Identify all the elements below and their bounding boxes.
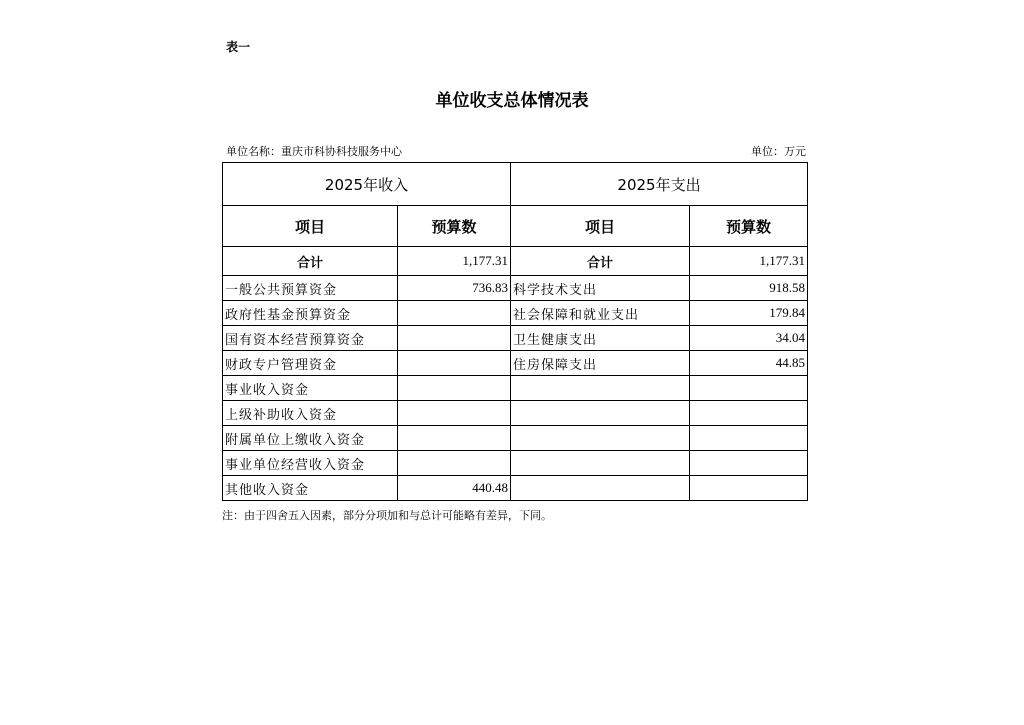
- income-value: [398, 451, 511, 476]
- expense-item: 社会保障和就业支出: [511, 301, 690, 326]
- page-title: 单位收支总体情况表: [435, 91, 589, 111]
- table-row: [223, 376, 808, 401]
- expense-value: [690, 451, 808, 476]
- expense-value: 44.85: [690, 351, 808, 376]
- table-row: [223, 351, 808, 376]
- expense-item: [511, 476, 690, 501]
- income-value: [398, 376, 511, 401]
- expense-item: [511, 451, 690, 476]
- income-budget-header: 预算数: [398, 206, 511, 247]
- income-total-label: 合计: [223, 247, 398, 276]
- expense-header: 2025年支出: [511, 163, 808, 206]
- expense-value: [690, 476, 808, 501]
- income-item: 其他收入资金: [223, 476, 398, 501]
- expense-value: 179.84: [690, 301, 808, 326]
- table-row: [223, 326, 808, 351]
- expense-value: [690, 401, 808, 426]
- expense-item: 卫生健康支出: [511, 326, 690, 351]
- expense-item: 住房保障支出: [511, 351, 690, 376]
- income-item: 政府性基金预算资金: [223, 301, 398, 326]
- budget-table: [222, 162, 808, 501]
- expense-value: [690, 376, 808, 401]
- table-row: [223, 276, 808, 301]
- income-value: [398, 351, 511, 376]
- expense-total-label: 合计: [511, 247, 690, 276]
- income-item-header: 项目: [223, 206, 398, 247]
- income-item: 国有资本经营预算资金: [223, 326, 398, 351]
- income-value: [398, 426, 511, 451]
- expense-budget-header: 预算数: [690, 206, 808, 247]
- year-header-row: [223, 163, 808, 206]
- total-row: [223, 247, 808, 276]
- income-item: 事业收入资金: [223, 376, 398, 401]
- footnote: 注：由于四舍五入因素，部分分项加和与总计可能略有差异，下同。: [222, 509, 552, 522]
- expense-item: [511, 426, 690, 451]
- income-item: 财政专户管理资金: [223, 351, 398, 376]
- expense-item-header: 项目: [511, 206, 690, 247]
- expense-item: [511, 376, 690, 401]
- expense-item: 科学技术支出: [511, 276, 690, 301]
- expense-value: [690, 426, 808, 451]
- income-header: 2025年收入: [223, 163, 511, 206]
- table-row: [223, 426, 808, 451]
- income-item: 附属单位上缴收入资金: [223, 426, 398, 451]
- page-label: 表一: [226, 40, 251, 54]
- unit-name: 单位名称：重庆市科协科技服务中心: [226, 145, 402, 158]
- income-value: [398, 326, 511, 351]
- income-value: [398, 401, 511, 426]
- income-item: 一般公共预算资金: [223, 276, 398, 301]
- expense-value: 918.58: [690, 276, 808, 301]
- income-value: [398, 301, 511, 326]
- expense-item: [511, 401, 690, 426]
- expense-total-value: 1,177.31: [690, 247, 808, 276]
- income-item: 事业单位经营收入资金: [223, 451, 398, 476]
- table-row: [223, 301, 808, 326]
- table-row: [223, 401, 808, 426]
- income-item: 上级补助收入资金: [223, 401, 398, 426]
- income-value: 736.83: [398, 276, 511, 301]
- expense-value: 34.04: [690, 326, 808, 351]
- table-row: [223, 451, 808, 476]
- column-header-row: [223, 206, 808, 247]
- income-value: 440.48: [398, 476, 511, 501]
- unit-measure: 单位：万元: [751, 145, 806, 158]
- table-row: [223, 476, 808, 501]
- income-total-value: 1,177.31: [398, 247, 511, 276]
